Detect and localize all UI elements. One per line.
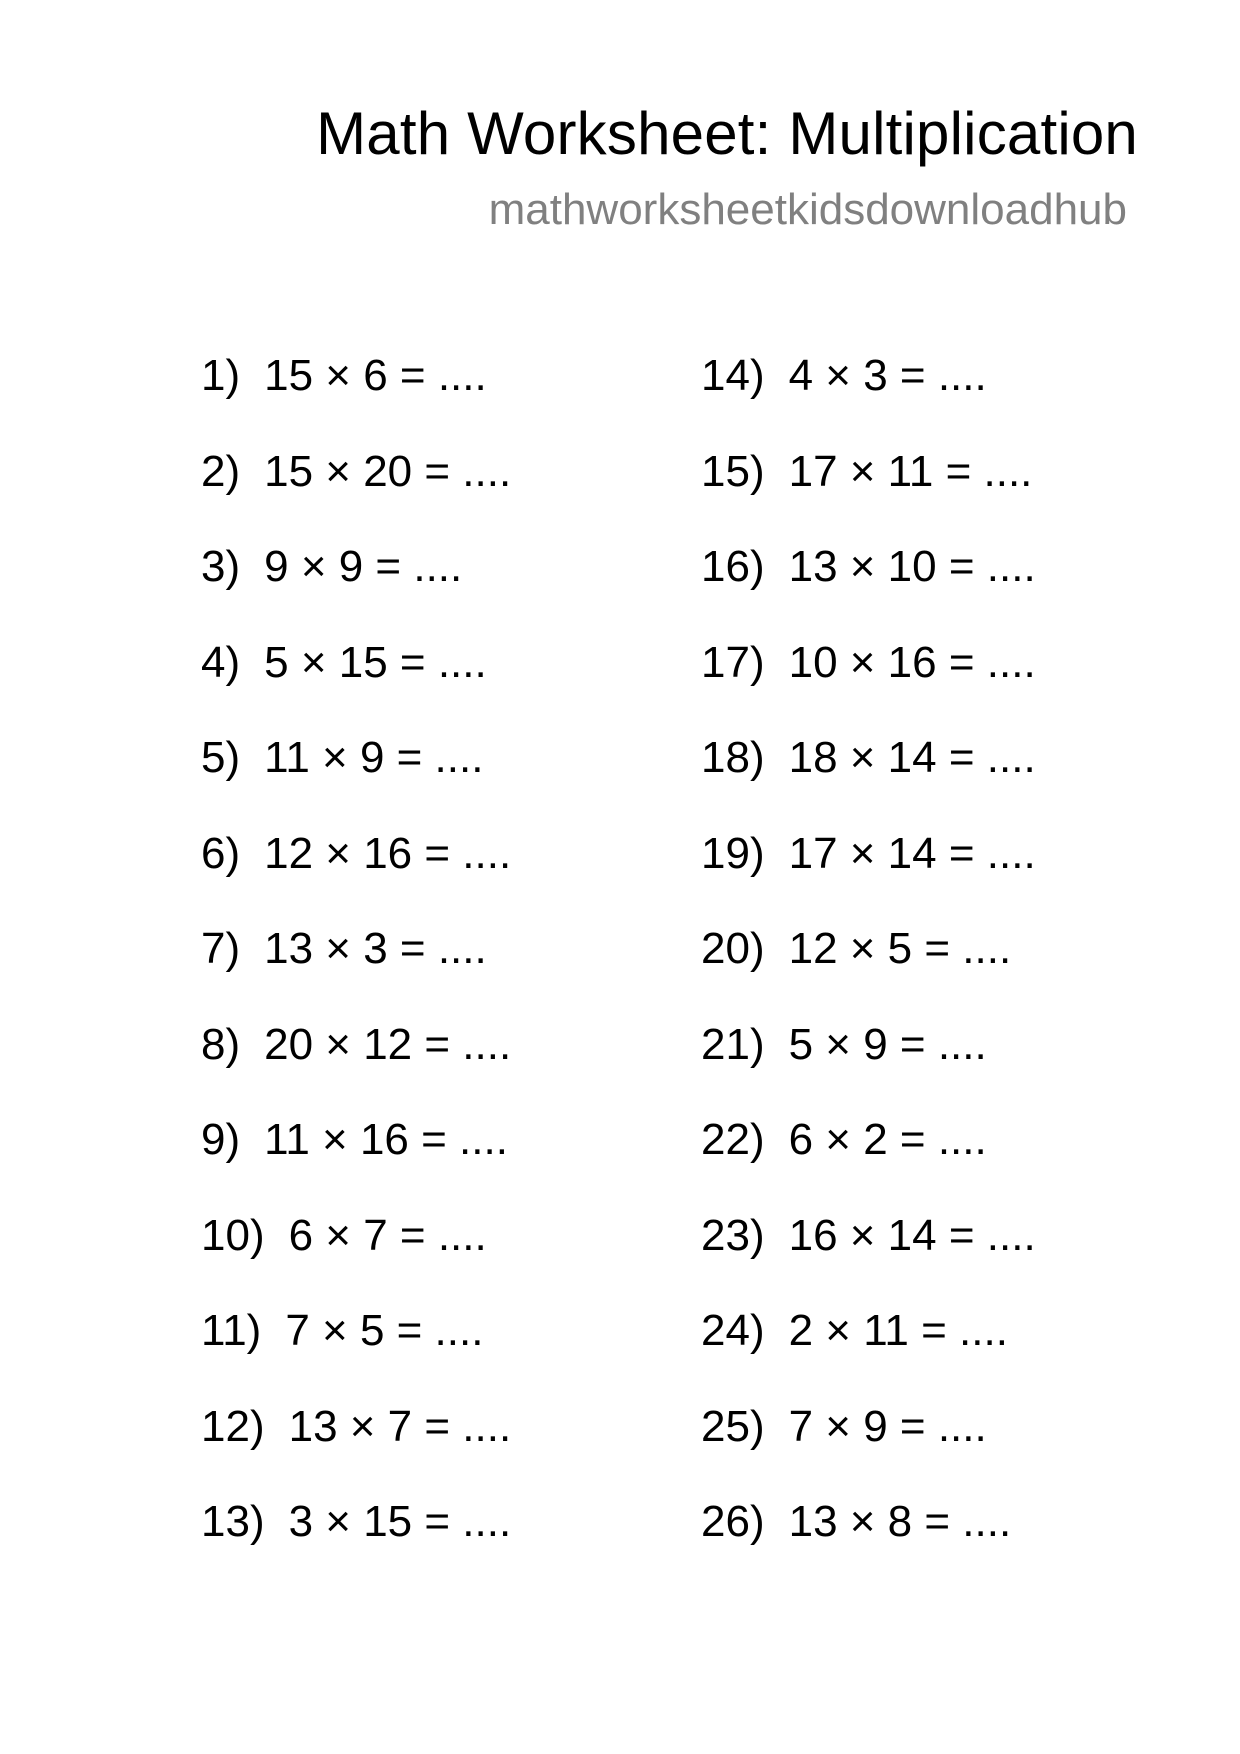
problem-item: [201, 1305, 621, 1401]
problem-number: 19): [701, 828, 765, 878]
problem-expression: 13 × 8 = ....: [788, 1497, 1012, 1546]
problem-item: [701, 1210, 1121, 1306]
problem-number: 26): [701, 1497, 765, 1546]
problem-number: 6): [201, 828, 241, 878]
page-title: Math Worksheet: Multiplication: [316, 100, 1138, 167]
problem-item: [201, 350, 621, 446]
problem-item: [701, 1019, 1121, 1115]
problem-item: [701, 1496, 1121, 1592]
problem-number: 14): [701, 351, 765, 400]
problem-expression: 12 × 5 = ....: [788, 924, 1012, 973]
problem-number: 15): [701, 446, 765, 496]
problem-item: [201, 446, 621, 542]
problem-expression: 11 × 16 = ....: [264, 1115, 508, 1164]
problem-number: 11): [201, 1306, 262, 1355]
problem-number: 3): [201, 542, 241, 591]
problem-expression: 4 × 3 = ....: [788, 351, 987, 400]
problem-item: [701, 732, 1121, 828]
problem-item: [701, 923, 1121, 1019]
problem-item: [201, 923, 621, 1019]
problem-expression: 3 × 15 = ....: [288, 1497, 512, 1546]
problem-number: 21): [701, 1019, 765, 1069]
problem-item: [201, 1114, 621, 1210]
problem-item: [201, 1210, 621, 1306]
problem-expression: 5 × 15 = ....: [264, 637, 487, 687]
problem-expression: 5 × 9 = ....: [788, 1019, 987, 1069]
problem-number: 17): [701, 637, 765, 687]
problem-number: 10): [201, 1210, 265, 1260]
problem-item: [701, 1114, 1121, 1210]
problem-item: [201, 1019, 621, 1115]
page-subtitle: mathworksheetkidsdownloadhub: [488, 185, 1127, 234]
problem-number: 1): [201, 351, 241, 400]
problem-expression: 16 × 14 = ....: [788, 1210, 1036, 1260]
problem-item: [701, 350, 1121, 446]
problem-item: [701, 637, 1121, 733]
problem-item: [201, 828, 621, 924]
problem-expression: 13 × 7 = ....: [288, 1401, 512, 1451]
problem-expression: 15 × 6 = ....: [264, 351, 487, 400]
problem-number: 9): [201, 1115, 241, 1164]
problem-number: 12): [201, 1401, 265, 1451]
problem-expression: 13 × 10 = ....: [788, 542, 1036, 591]
problem-number: 7): [201, 924, 241, 973]
problem-number: 20): [701, 924, 765, 973]
problem-item: [201, 637, 621, 733]
problem-item: [701, 828, 1121, 924]
problem-number: 18): [701, 733, 765, 782]
problem-expression: 15 × 20 = ....: [264, 446, 512, 496]
problem-item: [201, 1401, 621, 1497]
problem-item: [701, 1305, 1121, 1401]
problem-expression: 2 × 11 = ....: [788, 1306, 1008, 1355]
problem-expression: 17 × 11 = ....: [788, 446, 1033, 496]
problem-number: 23): [701, 1210, 765, 1260]
problem-item: [701, 1401, 1121, 1497]
problem-expression: 7 × 9 = ....: [788, 1401, 987, 1451]
problem-number: 8): [201, 1019, 241, 1069]
problem-number: 5): [201, 733, 241, 782]
problem-number: 2): [201, 446, 241, 496]
problem-item: [201, 1496, 621, 1592]
problem-number: 16): [701, 542, 765, 591]
problem-item: [701, 446, 1121, 542]
problem-number: 22): [701, 1115, 765, 1164]
problem-expression: 9 × 9 = ....: [264, 542, 463, 591]
problem-expression: 17 × 14 = ....: [788, 828, 1036, 878]
problem-expression: 6 × 2 = ....: [788, 1115, 987, 1164]
problem-number: 13): [201, 1497, 265, 1546]
problem-item: [201, 732, 621, 828]
problem-expression: 18 × 14 = ....: [788, 733, 1036, 782]
problem-column-left: [201, 350, 621, 1592]
problem-number: 4): [201, 637, 241, 687]
problem-item: [701, 541, 1121, 637]
problem-column-right: [701, 350, 1121, 1592]
problem-item: [201, 541, 621, 637]
problem-expression: 10 × 16 = ....: [788, 637, 1036, 687]
problem-expression: 13 × 3 = ....: [264, 924, 487, 973]
problem-expression: 6 × 7 = ....: [288, 1210, 487, 1260]
problem-number: 25): [701, 1401, 765, 1451]
problem-expression: 12 × 16 = ....: [264, 828, 512, 878]
problem-expression: 7 × 5 = ....: [285, 1306, 484, 1355]
problem-expression: 20 × 12 = ....: [264, 1019, 512, 1069]
problem-expression: 11 × 9 = ....: [264, 733, 484, 782]
problem-number: 24): [701, 1306, 765, 1355]
